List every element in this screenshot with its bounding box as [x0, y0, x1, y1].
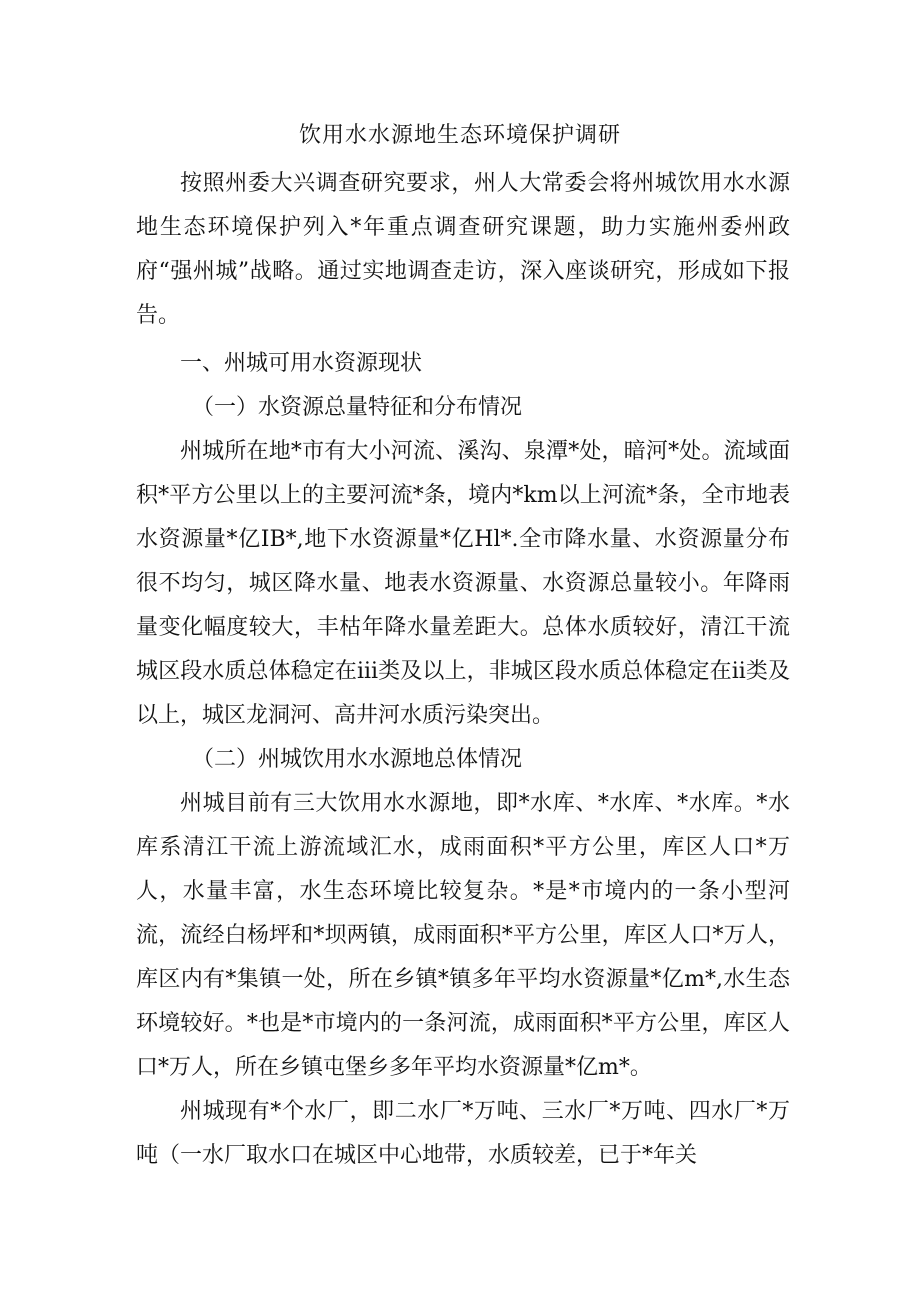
document-title: 饮用水水源地生态环境保护调研	[298, 123, 621, 148]
subsection-1-paragraph: 州城所在地*市有大小河流、溪沟、泉潭*处，暗河*处。流域面积*平方公里以上的主要河流*条，境内*km以上河流*条，全市地表水资源量*亿IB*,地下水资源量*亿Hl*.全市降水量、水资源量分布很不均匀，城区降水量、地表水资源量、水资源总量较小。年降雨量变化幅度较大，丰枯年降水量差距大。总体水质较好，清江干流城区段水质总体稳定在iii类及以上，非城区段水质总体稳定在ii类及以上，城区龙洞河、高井河水质污染突出。	[136, 439, 790, 728]
subsection-heading-2: （二）州城饮用水水源地总体情况	[192, 747, 523, 772]
subsection-2-paragraph-2: 州城现有*个水厂，即二水厂*万吨、三水厂*万吨、四水厂*万吨（一水厂取水口在城区中心地带，水质较差，已于*年关	[136, 1099, 790, 1168]
section-heading-1: 一、州城可用水资源现状	[180, 351, 423, 376]
intro-paragraph: 按照州委大兴调查研究要求，州人大常委会将州城饮用水水源地生态环境保护列入*年重点调查研究课题，助力实施州委州政府“强州城”战略。通过实地调查走访，深入座谈研究，形成如下报告。	[136, 171, 790, 328]
subsection-heading-1: （一）水资源总量特征和分布情况	[192, 395, 523, 420]
document-body	[136, 162, 790, 1178]
subsection-2-paragraph-1: 州城目前有三大饮用水水源地，即*水库、*水库、*水库。*水库系清江干流上游流域汇水，成雨面积*平方公里，库区人口*万人，水量丰富，水生态环境比较复杂。*是*市境内的一条小型河流，流经白杨坪和*坝两镇，成雨面积*平方公里，库区人口*万人，库区内有*集镇一处，所在乡镇*镇多年平均水资源量*亿m*,水生态环境较好。*也是*市境内的一条河流，成雨面积*平方公里，库区人口*万人，所在乡镇屯堡乡多年平均水资源量*亿m*。	[136, 791, 790, 1080]
